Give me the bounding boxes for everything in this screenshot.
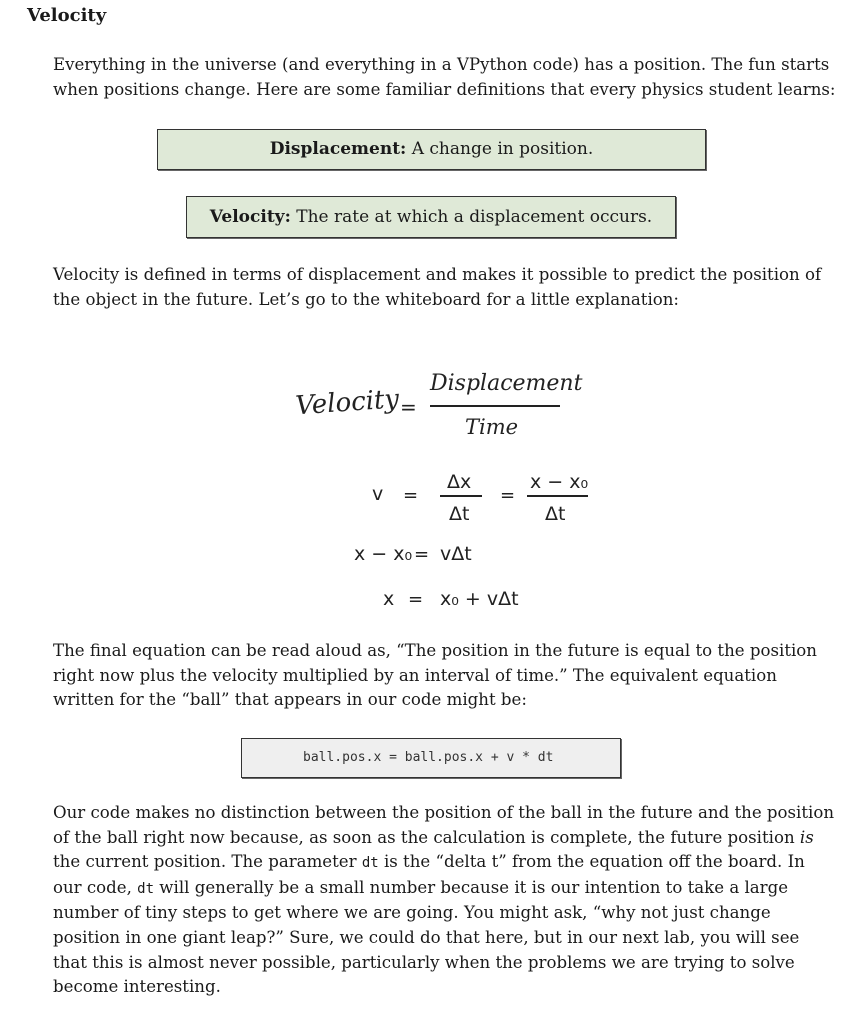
delta-t: Δt [545, 503, 566, 525]
whiteboard-equations [0, 340, 855, 620]
text-segment: is the “delta t” from the equation off the board. In our code, [53, 852, 805, 897]
equals-sign: = [408, 589, 424, 610]
inline-code-dt: dt [137, 880, 155, 897]
delta-t: Δt [449, 503, 470, 525]
x0-plus-v-delta-t: x₀ + vΔt [440, 588, 519, 610]
code-snippet: ball.pos.x = ball.pos.x + v * dt [241, 738, 621, 778]
equals-sign: = [414, 544, 430, 565]
x-minus-x0: x − x₀ [530, 471, 589, 493]
closing-paragraph [53, 801, 838, 1000]
definition-text: The rate at which a displacement occurs. [290, 207, 653, 227]
x-symbol: x [383, 588, 395, 610]
equals-sign: = [400, 395, 417, 419]
equals-sign: = [403, 485, 419, 506]
displacement-handwritten: Displacement [430, 371, 583, 396]
definition-text: A change in position. [406, 139, 594, 159]
equals-sign: = [500, 485, 516, 506]
emphasis-is: is [799, 827, 814, 847]
text-segment: will generally be a small number because it is our intention to take a large number of tiny steps to get where we are going. You might ask, “why not just change position in one giant leap?” Sure, we could do that here, but in our next lab, you will see that this is almost never possible, particularly when the problems we are trying to solve become interesting. [53, 877, 800, 997]
definition-term: Displacement: [269, 139, 407, 159]
delta-x: Δx [447, 471, 472, 493]
section-heading: Velocity [27, 5, 107, 26]
inline-code-dt: dt [361, 855, 379, 872]
text-segment: the current position. The parameter [53, 852, 362, 872]
displacement-definition-box [157, 129, 706, 170]
v-delta-t: vΔt [440, 543, 472, 565]
explanation-paragraph: Velocity is defined in terms of displacement and makes it possible to predict the position of the object in the future. Let’s go to the whiteboard for a little explanation: [53, 265, 822, 309]
velocity-definition-box [186, 196, 676, 238]
time-handwritten: Time [465, 415, 519, 439]
velocity-handwritten: Velocity [294, 384, 401, 422]
intro-paragraph: Everything in the universe (and everything in a VPython code) has a position. The fun starts when positions change. Here are some familiar definitions that every physics student learns: [53, 55, 836, 99]
interpretation-paragraph: The final equation can be read aloud as, “The position in the future is equal to the position right now plus the velocity multiplied by an interval of time.” The equivalent equation written for the “ball” that appears in our code might be: [53, 641, 817, 710]
x-minus-x0: x − x₀ [354, 543, 413, 565]
text-segment: Our code makes no distinction between the position of the ball in the future and the position of the ball right now because, as soon as the calculation is complete, the future position [53, 803, 835, 847]
v-symbol: v [372, 483, 384, 505]
definition-term: Velocity: [209, 207, 291, 227]
